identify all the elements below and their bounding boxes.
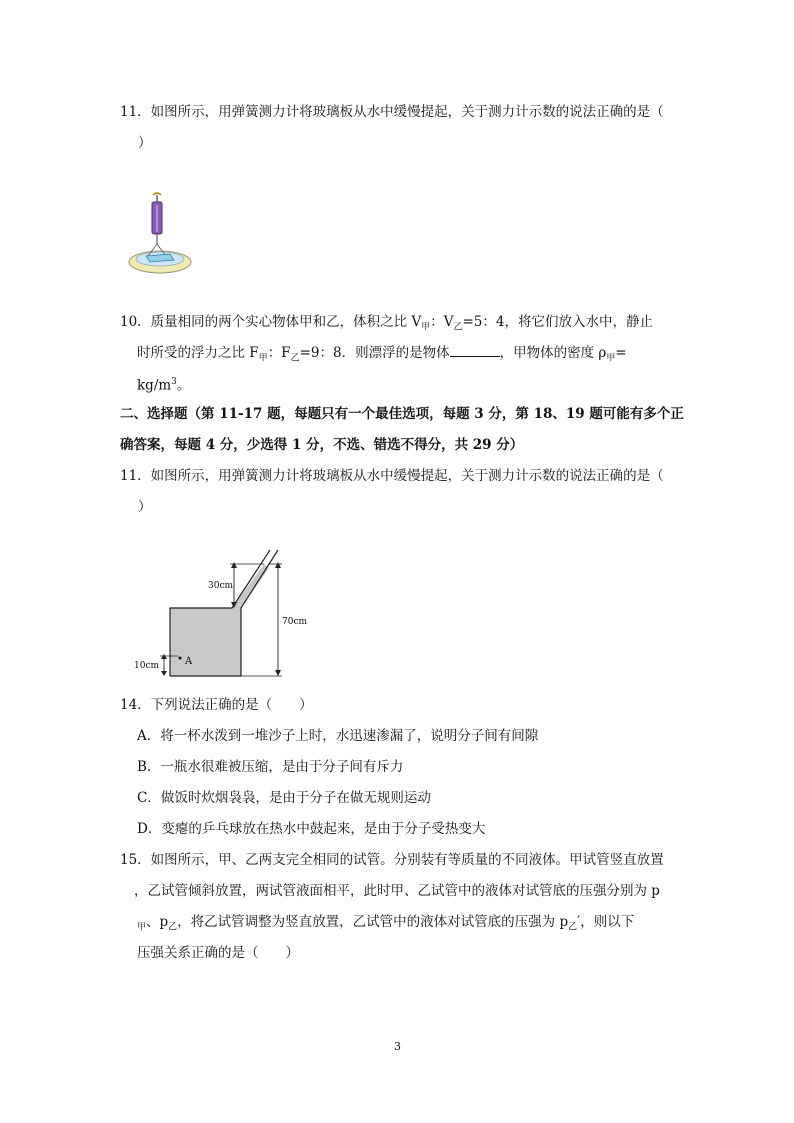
q15-line3: $_甲$、$p_乙$，将乙试管调整为竖直放置，乙试管中的液体对试管底的压强为 $p_乙'$，则以下	[137, 914, 635, 933]
q15-line4: 压强关系正确的是（ ）	[137, 945, 299, 961]
q14-option-c[interactable]: C．做饭时炊烟袅袅，是由于分子在做无规则运动	[137, 790, 431, 806]
page-number: 3	[394, 1040, 401, 1053]
label-10cm: 10cm	[134, 661, 160, 671]
q14-stem: 14．下列说法正确的是（ ）	[120, 697, 313, 713]
section2-line2: 确答案，每题 4 分，少选得 1 分，不选、错选不得分，共 29 分）	[120, 437, 524, 453]
label-A: A	[185, 656, 193, 667]
q11b-line1: 11．如图所示，用弹簧测力计将玻璃板从水中缓慢提起，关于测力计示数的说法正确的是（	[120, 468, 664, 484]
q14-option-b[interactable]: B．一瓶水很难被压缩，是由于分子间有斥力	[137, 759, 404, 775]
q10-line1: 10．质量相同的两个实心物体甲和乙，体积之比 $V_甲$：$V_乙=5$：4，将它们放入水中，静止	[120, 314, 653, 333]
q10-line3: $kg/m^3$。	[137, 377, 191, 394]
q11b-line2: ）	[138, 499, 152, 515]
section2-line1: 二、选择题（第 11-17 题，每题只有一个最佳选项，每题 3 分，第 18、19 题可能有多个正	[120, 406, 684, 422]
q14-option-d[interactable]: D．变瘪的乒乓球放在热水中鼓起来，是由于分子受热变大	[137, 821, 486, 837]
q10-line2: 时所受的浮力之比 $F_甲$：$F_乙=9$：8．则漂浮的是物体 ，甲物体的密度 $\rho_甲=$	[137, 342, 627, 369]
container-figure	[130, 540, 320, 685]
label-70cm: 70cm	[282, 617, 308, 627]
q15-line1: 15．如图所示，甲、乙两支完全相同的试管。分别装有等质量的不同液体。甲试管竖直放置	[120, 852, 664, 868]
answer-blank[interactable]	[450, 342, 500, 357]
q11a-line2: ）	[138, 135, 152, 151]
spring-scale-figure	[128, 192, 198, 282]
q11a-line1: 11．如图所示，用弹簧测力计将玻璃板从水中缓慢提起，关于测力计示数的说法正确的是（	[120, 104, 664, 120]
label-30cm: 30cm	[208, 581, 234, 591]
q15-line2: ，乙试管倾斜放置，两试管液面相平，此时甲、乙试管中的液体对试管底的压强分别为 p	[134, 883, 660, 899]
q14-option-a[interactable]: A．将一杯水泼到一堆沙子上时，水迅速渗漏了，说明分子间有间隙	[137, 728, 539, 744]
